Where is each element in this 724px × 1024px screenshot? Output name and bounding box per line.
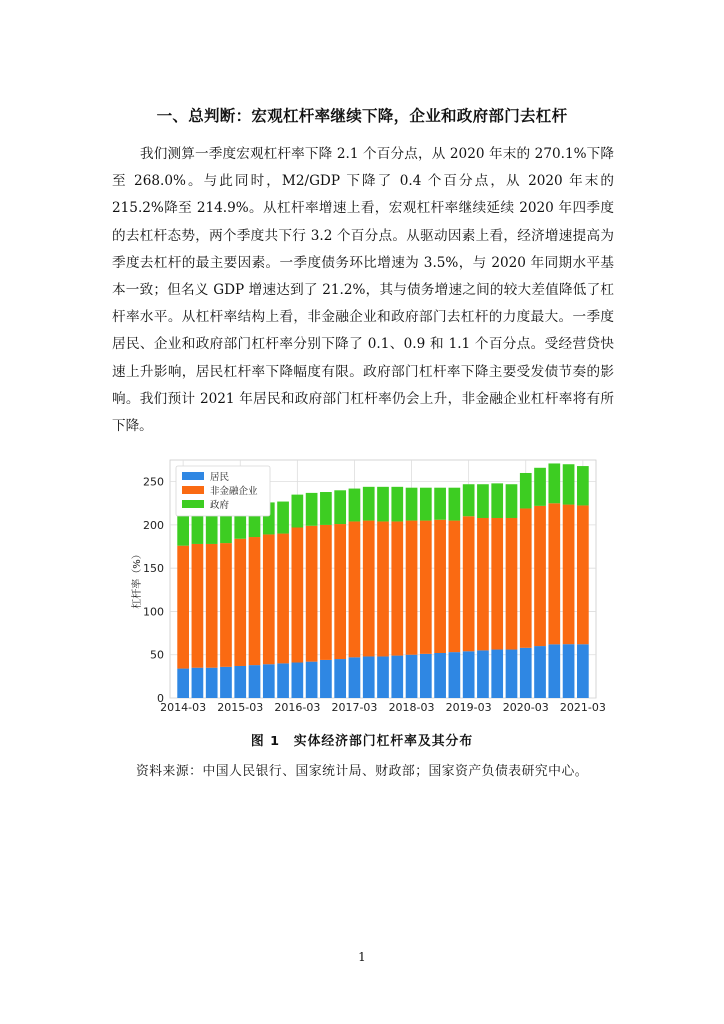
source-note: 资料来源：中国人民银行、国家统计局、财政部；国家资产负债表研究中心。 <box>135 764 589 779</box>
bar-government <box>534 468 546 506</box>
y-tick-label: 200 <box>143 518 164 532</box>
y-tick-label: 250 <box>143 475 164 489</box>
y-tick-label: 0 <box>157 692 164 705</box>
bar-corporate <box>234 539 246 666</box>
bar-government <box>349 489 361 522</box>
bar-corporate <box>177 546 189 669</box>
bar-government <box>563 464 575 504</box>
bar-household <box>506 650 518 698</box>
x-tick-label: 2019-03 <box>445 701 492 714</box>
bar-corporate <box>334 524 346 659</box>
legend-swatch <box>182 500 204 508</box>
bar-corporate <box>377 521 389 656</box>
bar-household <box>177 669 189 698</box>
bar-government <box>406 488 418 521</box>
x-tick-label: 2021-03 <box>559 701 606 714</box>
bar-corporate <box>434 520 446 653</box>
bar-corporate <box>277 534 289 664</box>
bar-corporate <box>391 521 403 655</box>
bar-government <box>548 463 560 503</box>
bar-household <box>563 644 575 698</box>
bar-corporate <box>263 534 275 664</box>
page-number: 1 <box>358 950 366 964</box>
section-heading: 一、总判断：宏观杠杆率继续下降，企业和政府部门去杠杆 <box>156 107 568 125</box>
legend-swatch <box>182 486 204 494</box>
bar-household <box>520 648 532 698</box>
bar-corporate <box>563 505 575 645</box>
bar-household <box>291 663 303 698</box>
bar-corporate <box>420 521 432 654</box>
bar-household <box>277 663 289 698</box>
bar-household <box>477 650 489 698</box>
bar-government <box>506 484 518 518</box>
bar-corporate <box>349 521 361 657</box>
bar-government <box>306 493 318 526</box>
bar-corporate <box>249 537 261 665</box>
bar-government <box>391 487 403 522</box>
bar-government <box>463 484 475 516</box>
bar-household <box>434 653 446 698</box>
bar-household <box>220 667 232 698</box>
bar-government <box>320 492 332 525</box>
bar-household <box>377 656 389 698</box>
bar-government <box>434 488 446 520</box>
bar-corporate <box>320 525 332 660</box>
x-tick-label: 2014-03 <box>160 701 207 714</box>
bar-corporate <box>220 543 232 667</box>
bar-household <box>406 655 418 698</box>
bar-corporate <box>477 518 489 650</box>
bar-household <box>192 668 204 698</box>
bar-household <box>548 644 560 698</box>
bar-government <box>334 490 346 524</box>
bar-household <box>306 662 318 698</box>
bar-government <box>491 483 503 518</box>
bar-corporate <box>548 503 560 644</box>
figure-caption: 图 1 实体经济部门杠杆率及其分布 <box>250 734 474 749</box>
x-tick-label: 2015-03 <box>217 701 264 714</box>
bar-corporate <box>449 521 461 653</box>
bar-corporate <box>192 544 204 668</box>
bar-household <box>234 666 246 698</box>
x-tick-label: 2018-03 <box>388 701 435 714</box>
bar-household <box>463 651 475 698</box>
bar-government <box>420 488 432 521</box>
bar-household <box>391 656 403 698</box>
legend-label: 居民 <box>210 472 230 483</box>
leverage-chart <box>126 454 606 728</box>
y-tick-label: 150 <box>143 562 164 576</box>
bar-household <box>206 668 218 698</box>
bar-corporate <box>534 506 546 646</box>
bar-corporate <box>577 505 589 644</box>
bar-government <box>477 484 489 518</box>
bar-government <box>291 495 303 528</box>
bar-household <box>263 664 275 698</box>
bar-government <box>377 487 389 522</box>
bar-corporate <box>291 528 303 663</box>
legend-label: 政府 <box>210 500 230 511</box>
bar-corporate <box>491 518 503 650</box>
y-tick-label: 100 <box>143 605 164 619</box>
body-paragraph: 我们测算一季度宏观杠杆率下降 2.1 个百分点，从 2020 年末的 270.1%下降至 268.0%。与此同时，M2/GDP 下降了 0.4 个百分点，从 2020 年末的 215.2%降至 214.9%。从杠杆率增速上看，宏观杠杆率继续延续 2020 年四季度的去杠杆态势，两个季度共下行 3.2 个百分点。从驱动因素上看，经济增速提高为季度去杠杆的最主要因素。一季度债务环比增速为 3.5%，与 2020 年同期水平基本一致；但名义 GDP 增速达到了 21.2%，其与债务增速之间的较大差值降低了杠杆率水平。从杠杆率结构上看，非金融企业和政府部门去杠杆的力度最大。一季度居民、企业和政府部门杠杆率分别下降了 0.1、0.9 和 1.1 个百分点。受经营贷快速上升影响，居民杠杆率下降幅度有限。政府部门杠杆率下降主要受发债节奏的影响。我们预计 2021 年居民和政府部门杠杆率仍会上升，非金融企业杠杆率将有所下降。 <box>112 146 614 435</box>
bar-household <box>420 654 432 698</box>
bar-corporate <box>306 526 318 662</box>
bar-household <box>491 650 503 698</box>
bar-corporate <box>506 518 518 650</box>
bar-household <box>334 659 346 698</box>
legend-label: 非金融企业 <box>210 486 258 497</box>
bar-government <box>277 502 289 534</box>
legend-swatch <box>182 472 204 480</box>
bar-household <box>349 657 361 698</box>
bar-corporate <box>463 516 475 651</box>
x-tick-label: 2017-03 <box>331 701 378 714</box>
x-tick-label: 2020-03 <box>502 701 549 714</box>
bar-government <box>449 488 461 521</box>
bar-government <box>177 515 189 546</box>
bar-government <box>520 473 532 508</box>
bar-government <box>363 487 375 521</box>
y-axis-label: 杠杆率（%） <box>132 549 143 609</box>
bar-corporate <box>206 544 218 668</box>
bar-household <box>534 646 546 698</box>
bar-corporate <box>406 521 418 655</box>
bar-household <box>363 656 375 698</box>
bar-corporate <box>520 508 532 647</box>
bar-corporate <box>363 521 375 657</box>
bar-household <box>249 665 261 698</box>
bar-household <box>320 660 332 698</box>
bar-household <box>577 644 589 698</box>
bar-government <box>577 466 589 505</box>
stacked-bar-chart <box>126 454 606 724</box>
x-tick-label: 2016-03 <box>274 701 321 714</box>
y-tick-label: 50 <box>150 648 164 662</box>
bar-household <box>449 652 461 698</box>
